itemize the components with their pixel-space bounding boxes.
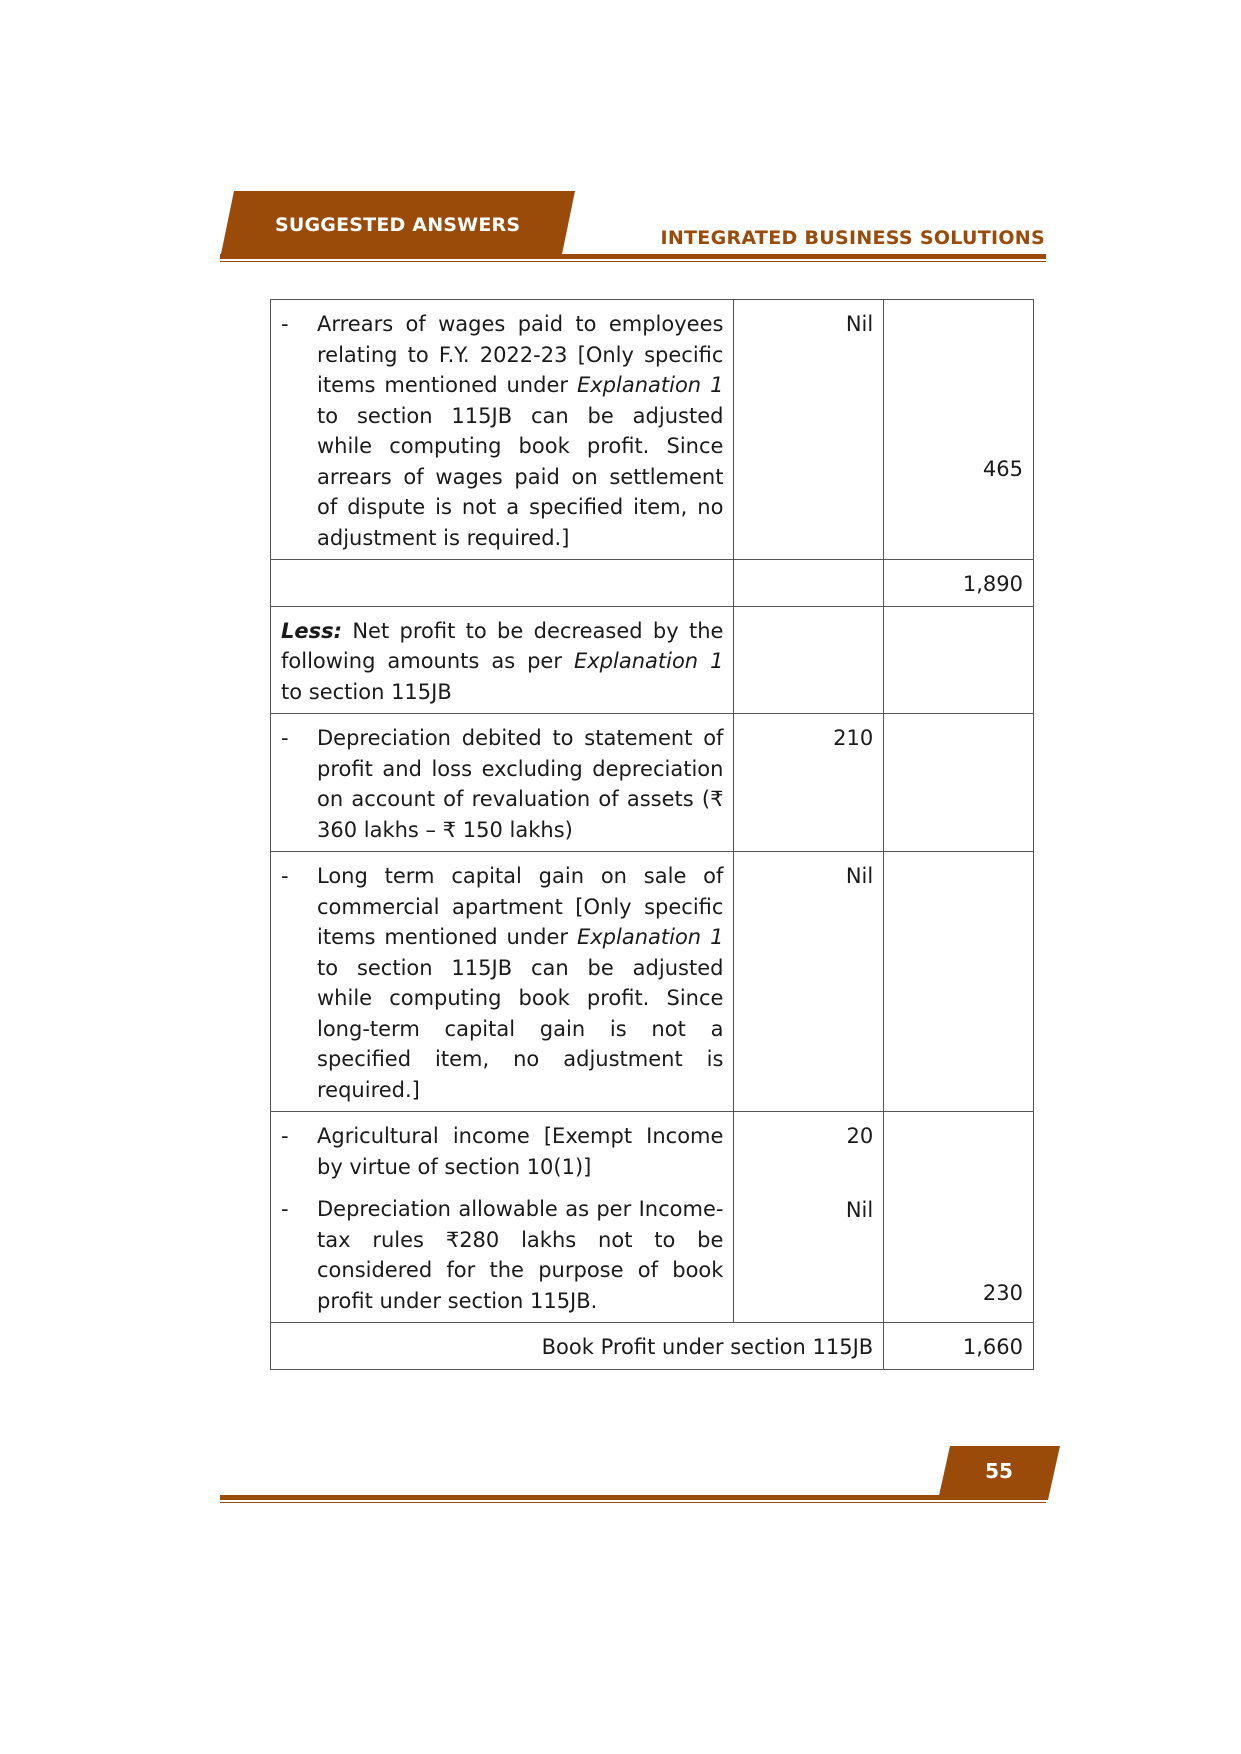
table-row bbox=[271, 1323, 1034, 1370]
list-item bbox=[281, 1121, 723, 1182]
bullet-dash: - bbox=[281, 864, 289, 888]
page-number: 55 bbox=[985, 1459, 1013, 1483]
item-text: Agricultural income [Exempt Income by virtue of section 10(1)] bbox=[317, 1124, 724, 1179]
footer-rule bbox=[220, 1495, 1046, 1500]
total-cell bbox=[884, 852, 1034, 1112]
amount-cell: Nil bbox=[734, 300, 884, 560]
amount-cell bbox=[734, 606, 884, 714]
table-row bbox=[271, 1112, 1034, 1323]
total-cell bbox=[884, 714, 1034, 852]
header-right-title: INTEGRATED BUSINESS SOLUTIONS bbox=[660, 227, 1045, 249]
bullet-dash: - bbox=[281, 726, 289, 750]
amount-cell: 210 bbox=[734, 714, 884, 852]
item-text: Long term capital gain on sale of commercial apartment [Only specific items mentioned under Explanation 1 to section 115JB can be adjusted while computing book profit. Since long-term capital gain is not a specified item, no adjustment is required.] bbox=[317, 864, 724, 1102]
book-profit-table bbox=[270, 299, 1034, 1370]
item-text: Arrears of wages paid to employees relating to F.Y. 2022-23 [Only specific items mentioned under Explanation 1 to section 115JB can be adjusted while computing book profit. Since arrears of wages paid on settlement of dispute is not a specified item, no adjustment is required.] bbox=[317, 312, 724, 550]
table-row bbox=[271, 606, 1034, 714]
table-row bbox=[271, 560, 1034, 607]
bullet-dash: - bbox=[281, 1124, 289, 1148]
total-cell: 465 bbox=[884, 300, 1034, 560]
total-cell bbox=[884, 606, 1034, 714]
total-cell: 230 bbox=[884, 1112, 1034, 1323]
amount-cell: 20 Nil bbox=[734, 1112, 884, 1323]
header-rule-thin bbox=[220, 261, 1046, 262]
particulars-cell bbox=[271, 714, 734, 852]
bullet-dash: - bbox=[281, 1197, 289, 1221]
list-item bbox=[281, 723, 723, 845]
particulars-cell bbox=[271, 300, 734, 560]
item-text: Depreciation debited to statement of profit and loss excluding depreciation on account of revaluation of assets (₹ 360 lakhs – ₹ 150 lakhs) bbox=[317, 726, 724, 842]
table-row bbox=[271, 714, 1034, 852]
book-profit-label: Book Profit under section 115JB bbox=[271, 1323, 884, 1370]
particulars-cell bbox=[271, 560, 734, 607]
amount-cell bbox=[734, 560, 884, 607]
item-text: Depreciation allowable as per Income-tax rules ₹280 lakhs not to be considered for the purpose of book profit under section 115JB. bbox=[317, 1197, 724, 1313]
particulars-cell bbox=[271, 606, 734, 714]
table-row bbox=[271, 852, 1034, 1112]
amount-cell: Nil bbox=[734, 852, 884, 1112]
list-item bbox=[281, 309, 723, 553]
total-cell: 1,890 bbox=[884, 560, 1034, 607]
header-rule bbox=[220, 254, 1046, 259]
less-heading: Less: Net profit to be decreased by the following amounts as per Explanation 1 to section 115JB bbox=[281, 618, 724, 704]
book-profit-total: 1,660 bbox=[884, 1323, 1034, 1370]
bullet-dash: - bbox=[281, 312, 289, 336]
particulars-cell bbox=[271, 1112, 734, 1323]
table-row bbox=[271, 300, 1034, 560]
header-left-title: SUGGESTED ANSWERS bbox=[275, 214, 521, 236]
footer-rule-thin bbox=[220, 1502, 1046, 1503]
particulars-cell bbox=[271, 852, 734, 1112]
list-item bbox=[281, 1194, 723, 1316]
list-item bbox=[281, 861, 723, 1105]
